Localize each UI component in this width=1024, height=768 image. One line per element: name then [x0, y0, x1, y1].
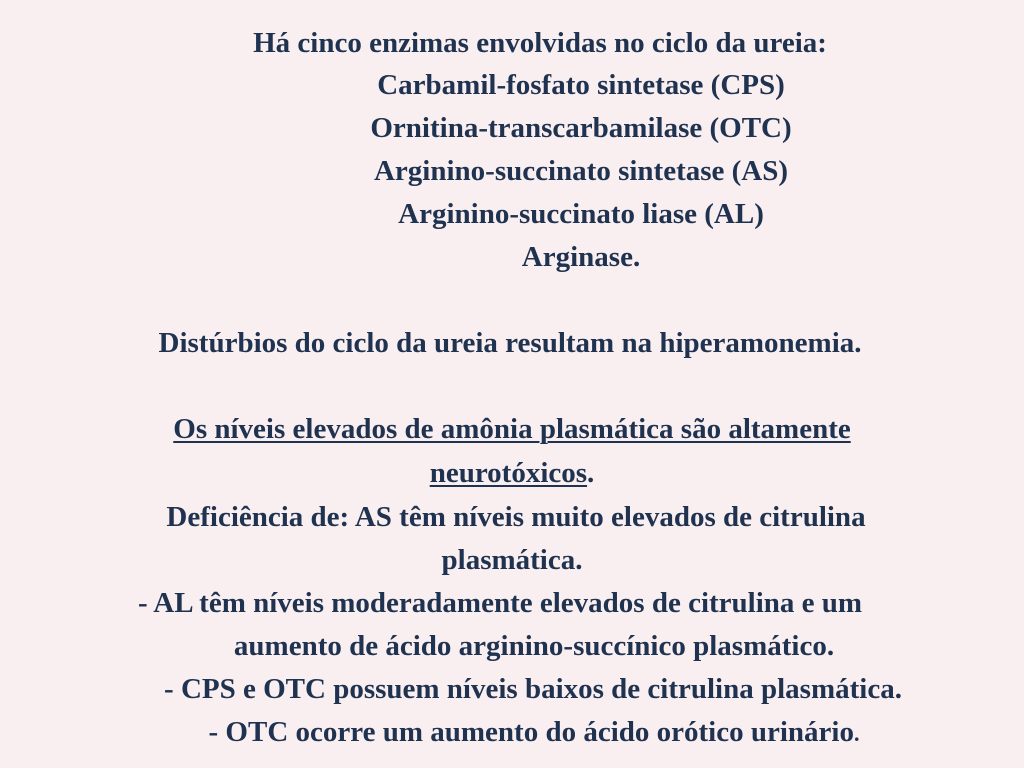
deficiency-line-1: Deficiência de: AS têm níveis muito elevados de citrulina — [166, 501, 866, 533]
enzymes-intro: Há cinco enzimas envolvidas no ciclo da ureia: — [253, 27, 827, 59]
deficiency-end-period: . — [853, 721, 860, 746]
deficiency-line-5: - CPS e OTC possuem níveis baixos de citrulina plasmática. — [164, 673, 902, 705]
enzyme-item-arginase: Arginase. — [521, 241, 641, 273]
neurotoxic-period: . — [587, 457, 595, 489]
enzyme-item-as: Arginino-succinato sintetase (AS) — [373, 155, 789, 187]
disorders-statement: Distúrbios do ciclo da ureia resultam na hiperamonemia. — [158, 327, 862, 359]
neurotoxic-text-1: Os níveis elevados de amônia plasmática são altamente — [173, 413, 851, 445]
deficiency-line-3: - AL têm níveis moderadamente elevados de citrulina e um — [137, 587, 863, 619]
neurotoxic-line-1 — [173, 412, 850, 446]
neurotoxic-text-2: neurotóxicos — [429, 457, 588, 489]
deficiency-line-6 — [209, 715, 860, 751]
enzyme-item-otc: Ornitina-transcarbamilase (OTC) — [370, 112, 792, 144]
enzyme-item-cps: Carbamil-fosfato sintetase (CPS) — [377, 69, 785, 101]
deficiency-line-4: aumento de ácido arginino-succínico plasmático. — [233, 630, 835, 662]
enzyme-item-al: Arginino-succinato liase (AL) — [398, 198, 764, 230]
neurotoxic-line-2 — [430, 456, 595, 490]
deficiency-text-6: - OTC ocorre um aumento do ácido orótico urinário — [208, 716, 854, 748]
deficiency-line-2: plasmática. — [441, 544, 583, 576]
